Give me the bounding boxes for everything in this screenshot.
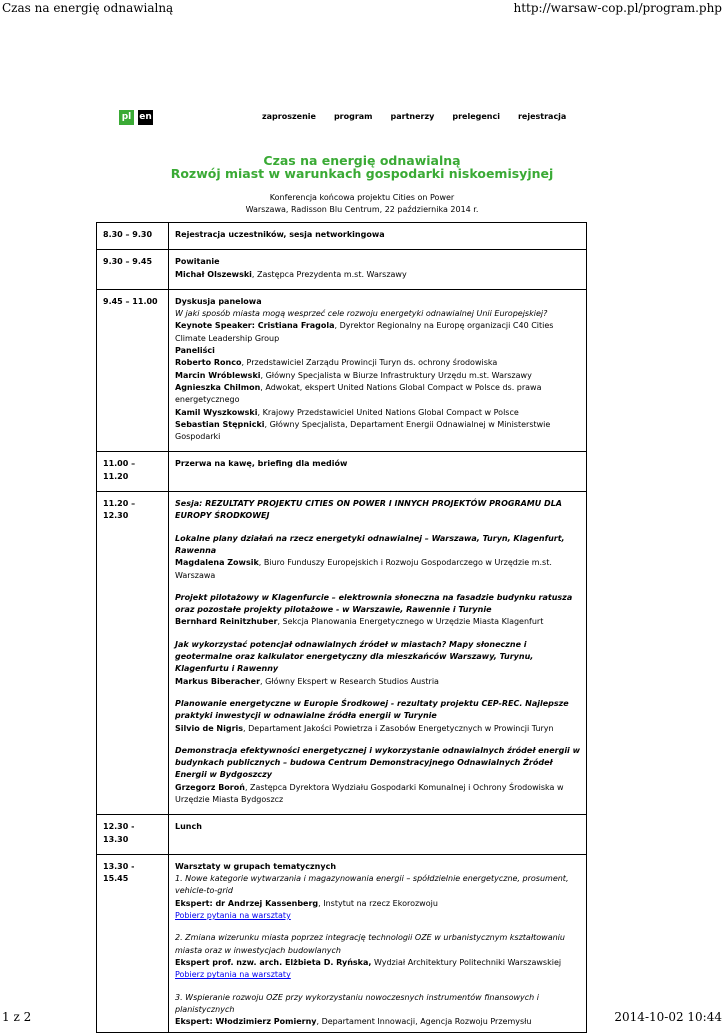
time-cell: 9.45 – 11.00 [97, 289, 169, 452]
speaker-role: , Główny Specjalista, Departament Energii Odnawialnej w Ministerstwie Gospodarki [175, 419, 551, 442]
nav-item-partnerzy[interactable]: partnerzy [390, 112, 435, 121]
speaker-role: , Krajowy Przedstawiciel United Nations Global Compact w Polsce [257, 407, 519, 417]
table-row [97, 452, 587, 492]
event-title: Lunch [175, 822, 202, 832]
conference-venue: Warszawa, Radisson Blu Centrum, 22 października 2014 r. [245, 205, 479, 214]
print-footer-page: 1 z 2 [2, 1010, 32, 1024]
panelists-label: Paneliści [175, 346, 215, 356]
keynote-speaker: Keynote Speaker: Cristiana Fragola [175, 321, 335, 331]
speaker-name: Michał Olszewski [175, 269, 252, 279]
table-row [97, 289, 587, 452]
expert-name: Ekspert prof. nzw. arch. Elżbieta D. Ryńska, [175, 957, 372, 967]
speaker-name: Kamil Wyszkowski [175, 407, 258, 417]
table-row [97, 815, 587, 855]
talk-topic: Projekt pilotażowy w Klagenfurcie – elektrownia słoneczna na fasadzie budynku ratusza oraz pozostałe projekty pilotażowe - w Warszawie, Rawennie i Turynie [175, 592, 573, 615]
speaker-name: Silvio de Nigris [175, 723, 244, 733]
conference-name: Konferencja końcowa projektu Cities on Power [269, 193, 455, 202]
speaker-name: Magdalena Zowsik [175, 558, 259, 568]
time-cell: 9.30 – 9.45 [97, 250, 169, 290]
print-header-url: http://warsaw-cop.pl/program.php [513, 1, 722, 15]
page-subtitle: Rozwój miast w warunkach gospodarki niskoemisyjnej [170, 166, 554, 181]
print-header-title: Czas na energię odnawialną [2, 1, 174, 15]
nav-item-zaproszenie[interactable]: zaproszenie [262, 112, 316, 121]
talk-topic: Planowanie energetyczne w Europie Środkowej - rezultaty projektu CEP-REC. Najlepsze praktyki inwestycji w odnawialne źródła energii w Turynie [175, 698, 569, 721]
expert-name: Ekspert: Włodzimierz Pomierny [175, 1017, 317, 1027]
talk-topic: Demonstracja efektywności energetycznej i wykorzystanie odnawialnych źródeł energii w budynkach publicznych – budowa Centrum Demonstracyjnego Odnawialnych Źródeł Energii w Bydgoszczy [175, 745, 580, 780]
speaker-role: , Sekcja Planowania Energetycznego w Urzędzie Miasta Klagenfurt [277, 617, 544, 627]
time-cell: 13.30 - 15.45 [97, 854, 169, 1033]
nav-item-rejestracja[interactable]: rejestracja [517, 112, 567, 121]
lang-en-button[interactable]: en [138, 110, 153, 125]
expert-role: , Instytut na rzecz Ekorozwoju [318, 898, 438, 908]
table-row [97, 223, 587, 250]
event-cell [169, 250, 587, 290]
speaker-role: , Biuro Funduszy Europejskich i Rozwoju Gospodarczego w Urzędzie m.st. Warszawa [175, 558, 552, 580]
speaker-role: , Zastępca Dyrektora Wydziału Gospodarki Komunalnej i Ochrony Środowiska w Urzędzie Miasta Bydgoszcz [175, 782, 564, 804]
table-row [97, 250, 587, 290]
speaker-name: Agnieszka Chilmon [175, 382, 261, 392]
lang-pl-button[interactable]: pl [119, 110, 134, 125]
talk-topic: Lokalne plany działań na rzecz energetyki odnawialnej – Warszawa, Turyn, Klagenfurt, Rawenna [175, 533, 565, 555]
session-title: Sesja: REZULTATY PROJEKTU CITIES ON POWER I INNYCH PROJEKTÓW PROGRAMU DLA EUROPY ŚRODKOWEJ [175, 499, 562, 521]
time-cell: 8.30 – 9.30 [97, 223, 169, 250]
speaker-role: , Departament Jakości Powietrza i Zasobów Energetycznych w Prowincji Turyn [243, 723, 554, 733]
workshop-topic: 3. Wspieranie rozwoju OZE przy wykorzystaniu nowoczesnych instrumentów finansowych i planistycznych [175, 992, 539, 1014]
workshop-topic: 1. Nowe kategorie wytwarzania i magazynowania energii – spółdzielnie energetyczne, prosument, vehicle-to-grid [175, 874, 569, 896]
speaker-role: , Główny Ekspert w Research Studios Austria [260, 676, 439, 686]
page-title: Czas na energię odnawialną [263, 153, 461, 168]
workshop-topic: 2. Zmiana wizerunku miasta poprzez integrację technologii OZE w urbanistycznym kształtowaniu miasta oraz w inwestycjach budowlanych [175, 933, 565, 955]
table-row [97, 854, 587, 1033]
expert-role: Wydział Architektury Politechniki Warszawskiej [371, 957, 562, 967]
speaker-role: , Przedstawiciel Zarządu Prowincji Turyn ds. ochrony środowiska [241, 358, 498, 368]
event-title: Powitanie [175, 257, 220, 267]
event-title: Przerwa na kawę, briefing dla mediów [175, 459, 348, 469]
nav-item-prelegenci[interactable]: prelegenci [452, 112, 500, 121]
speaker-name: Roberto Ronco [175, 358, 242, 368]
talk-topic: Jak wykorzystać potencjał odnawialnych źródeł w miastach? Mapy słoneczne i geotermalne oraz kalkulator energetyczny dla mieszkańców Warszawy, Turynu, Klagenfurtu i Rawenny [175, 639, 534, 674]
speaker-role: , Główny Specjalista w Biurze Infrastruktury Urzędu m.st. Warszawy [260, 370, 532, 380]
event-cell [169, 815, 587, 855]
speaker-name: Markus Biberacher [175, 676, 261, 686]
table-row [97, 492, 587, 815]
event-cell [169, 854, 587, 1033]
speaker-role: , Adwokat, ekspert United Nations Global Compact w Polsce ds. prawa energetycznego [175, 382, 542, 405]
expert-role: , Departament Innowacji, Agencja Rozwoju Przemysłu [316, 1017, 532, 1027]
speaker-role: , Dyrektor Regionalny na Europę organizacji C40 Cities Climate Leadership Group [175, 321, 554, 343]
time-cell: 11.00 – 11.20 [97, 452, 169, 492]
event-cell [169, 492, 587, 815]
event-title: Rejestracja uczestników, sesja networkingowa [175, 230, 385, 239]
expert-name: Ekspert: dr Andrzej Kassenberg [175, 898, 319, 908]
main-nav [262, 112, 566, 121]
speaker-name: Sebastian Stępnicki [175, 419, 265, 429]
speaker-role: , Zastępca Prezydenta m.st. Warszawy [251, 269, 407, 279]
event-cell [169, 223, 587, 250]
speaker-name: Marcin Wróblewski [175, 370, 261, 380]
event-cell [169, 452, 587, 492]
speaker-name: Bernhard Reinitzhuber [175, 617, 278, 627]
event-title: Warsztaty w grupach tematycznych [175, 861, 337, 871]
event-title: Dyskusja panelowa [175, 296, 262, 306]
time-cell: 12.30 - 13.30 [97, 815, 169, 855]
program-table [96, 222, 587, 1033]
speaker-name: Grzegorz Boroń [175, 782, 245, 792]
download-questions-link[interactable]: Pobierz pytania na warsztaty [175, 911, 291, 921]
nav-item-program[interactable]: program [333, 112, 373, 121]
download-questions-link[interactable]: Pobierz pytania na warsztaty [175, 970, 291, 980]
panel-question: W jaki sposób miasta mogą wesprzeć cele rozwoju energetyki odnawialnej Unii Europejskiej? [175, 309, 548, 319]
print-footer-date: 2014-10-02 10:44 [614, 1010, 722, 1024]
time-cell: 11.20 – 12.30 [97, 492, 169, 815]
event-cell [169, 289, 587, 452]
